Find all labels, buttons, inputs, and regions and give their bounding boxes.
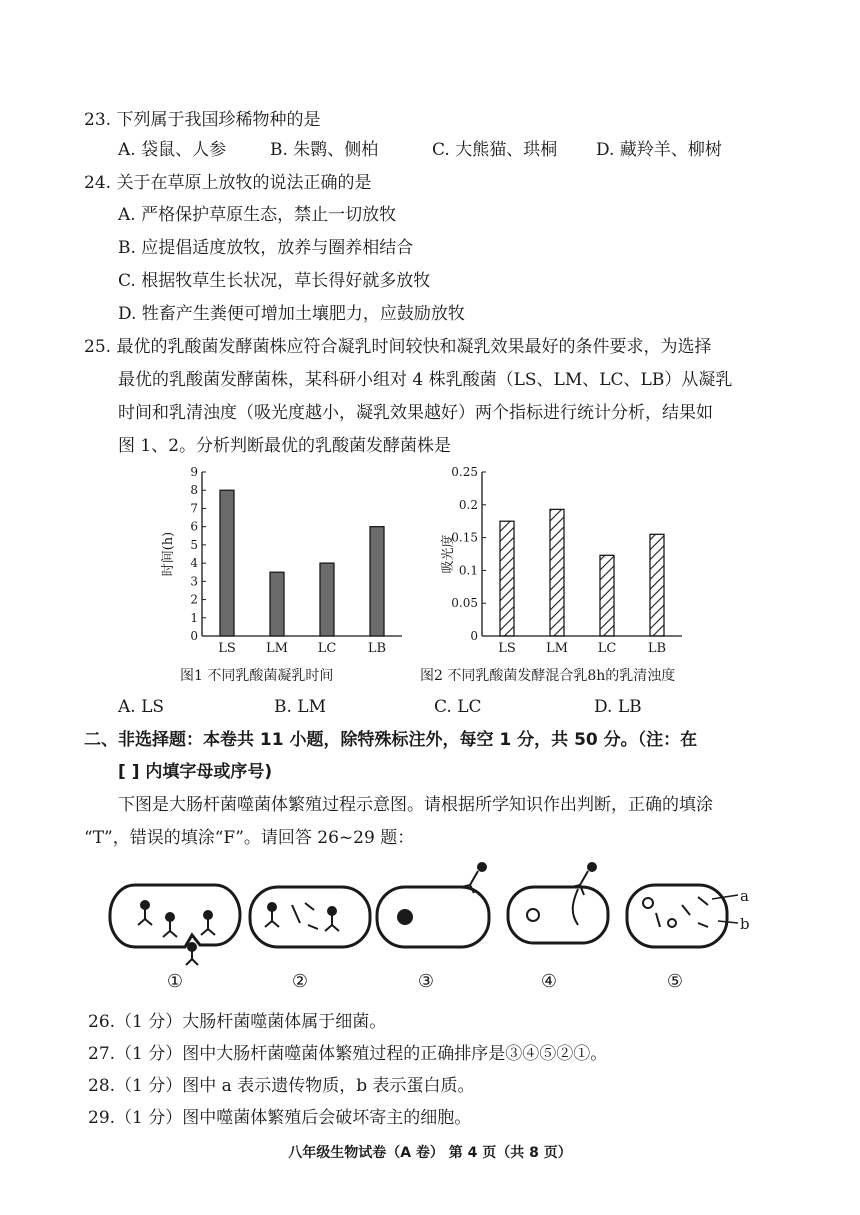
q25-option-d: D. LB <box>594 697 642 717</box>
bar-ls <box>500 521 514 636</box>
x-tick-label: LC <box>597 641 617 656</box>
stage-label-5: ⑤ <box>666 971 684 992</box>
bacterium-stage-5 <box>627 885 727 947</box>
q23-option-a: A. 袋鼠、人参 <box>118 140 227 160</box>
y-tick-label: 0 <box>190 629 198 643</box>
phage-icon <box>163 913 177 937</box>
stage-label-1: ① <box>166 971 184 992</box>
y-tick-label: 0.05 <box>451 596 478 611</box>
stage-label-2: ② <box>291 971 309 992</box>
stage-label-3: ③ <box>417 971 435 992</box>
y-tick-label: 7 <box>190 501 198 516</box>
y-axis-label: 时间(h) <box>161 531 176 577</box>
y-tick-label: 2 <box>190 592 198 607</box>
callout-a-label: a <box>740 887 749 905</box>
q23-option-d: D. 藏羚羊、柳树 <box>596 140 722 160</box>
stage-label-4: ④ <box>540 971 558 992</box>
y-tick-label: 9 <box>190 465 198 479</box>
callout-a-line <box>712 895 738 899</box>
y-tick-label: 0.2 <box>458 497 478 512</box>
fragment-mark <box>698 923 708 927</box>
tf-question-28: 28.（1 分）图中 a 表示遗传物质，b 表示蛋白质。 <box>88 1076 475 1096</box>
chart-2-whey-turbidity <box>440 462 700 662</box>
y-axis-label: 吸光度 <box>441 534 456 574</box>
x-tick-label: LM <box>546 641 568 656</box>
phage-icon <box>325 907 339 931</box>
q25-line-1: 25. 最优的乳酸菌发酵菌株应符合凝乳时间较快和凝乳效果最好的条件要求，为选择 <box>84 337 712 357</box>
y-tick-label: 5 <box>190 537 198 552</box>
q25-option-c: C. LC <box>434 697 482 717</box>
q25-option-b: B. LM <box>274 697 326 717</box>
fragment-mark <box>305 903 314 910</box>
y-tick-label: 0.1 <box>458 563 478 578</box>
section-2-title-cont: [ ] 内填字母或序号) <box>118 762 273 782</box>
dna-ring <box>527 909 539 921</box>
q25-line-2: 最优的乳酸菌发酵菌株，某科研小组对 4 株乳酸菌（LS、LM、LC、LB）从凝乳 <box>118 370 733 390</box>
chart-1-coagulation-time <box>160 462 420 662</box>
y-tick-label: 0.15 <box>451 530 478 545</box>
bar-lc <box>320 563 334 636</box>
q24-option-a: A. 严格保护草原生态，禁止一切放牧 <box>118 205 397 225</box>
section-2-title: 二、非选择题：本卷共 11 小题，除特殊标注外，每空 1 分，共 50 分。（注：在 <box>84 730 698 750</box>
fragment-mark <box>656 913 660 927</box>
bar-ls <box>220 490 234 636</box>
bacterium-stage-4 <box>508 887 608 943</box>
q24-stem: 24. 关于在草原上放牧的说法正确的是 <box>84 173 372 193</box>
y-tick-label: 1 <box>190 610 198 625</box>
tf-question-27: 27.（1 分）图中大肠杆菌噬菌体繁殖过程的正确排序是③④⑤②①。 <box>88 1044 608 1064</box>
q23-option-c: C. 大熊猫、珙桐 <box>432 140 558 160</box>
tail-part <box>698 897 708 905</box>
q23-option-b: B. 朱鹮、侧柏 <box>270 140 379 160</box>
x-tick-label: LB <box>367 641 387 656</box>
phage-icon <box>138 901 152 925</box>
phage-reproduction-diagram <box>100 855 780 1005</box>
chart-1-caption: 图1 不同乳酸菌凝乳时间 <box>180 668 334 684</box>
y-tick-label: 6 <box>190 519 198 534</box>
x-tick-label: LS <box>218 641 236 656</box>
fragment-mark <box>308 925 318 929</box>
phage-icon <box>186 943 198 965</box>
tf-question-29: 29.（1 分）图中噬菌体繁殖后会破坏寄主的细胞。 <box>88 1108 472 1128</box>
x-tick-label: LM <box>266 641 288 656</box>
bar-lb <box>650 534 664 636</box>
x-tick-label: LC <box>317 641 337 656</box>
y-tick-label: 0 <box>470 629 478 643</box>
bacterium-stage-3 <box>377 887 489 947</box>
phage-icon <box>201 911 215 935</box>
q24-option-d: D. 牲畜产生粪便可增加土壤肥力，应鼓励放牧 <box>118 304 465 324</box>
bar-lb <box>370 527 384 636</box>
q25-line-4: 图 1、2。分析判断最优的乳酸菌发酵菌株是 <box>118 436 452 456</box>
dna-clump <box>398 910 412 924</box>
chart-2-caption: 图2 不同乳酸菌发酵混合乳8h的乳清浊度 <box>420 668 676 684</box>
section-2-intro-2: “T”，错误的填涂“F”。请回答 26~29 题： <box>84 828 415 848</box>
phage-icon <box>265 903 279 927</box>
y-tick-label: 0.25 <box>451 465 478 479</box>
bar-lm <box>550 509 564 636</box>
x-tick-label: LS <box>498 641 516 656</box>
bacterium-stage-2 <box>250 887 370 947</box>
q24-option-b: B. 应提倡适度放牧，放养与圈养相结合 <box>118 238 414 258</box>
bar-lm <box>270 572 284 636</box>
q24-option-c: C. 根据牧草生长状况，草长得好就多放牧 <box>118 271 431 291</box>
fragment-mark <box>682 905 690 915</box>
page-footer: 八年级生物试卷（A 卷） 第 4 页（共 8 页） <box>288 1145 572 1161</box>
bacterium-stage-1 <box>110 885 240 947</box>
q25-line-3: 时间和乳清浊度（吸光度越小，凝乳效果越好）两个指标进行统计分析，结果如 <box>118 403 713 423</box>
bar-lc <box>600 555 614 636</box>
q23-stem: 23. 下列属于我国珍稀物种的是 <box>84 110 321 130</box>
x-tick-label: LB <box>647 641 667 656</box>
tf-question-26: 26.（1 分）大肠杆菌噬菌体属于细菌。 <box>88 1012 387 1032</box>
callout-b-line <box>718 921 738 923</box>
q25-option-a: A. LS <box>118 697 165 717</box>
y-tick-label: 3 <box>190 574 198 589</box>
section-2-intro-1: 下图是大肠杆菌噬菌体繁殖过程示意图。请根据所学知识作出判断，正确的填涂 <box>118 795 713 815</box>
callout-b-label: b <box>740 915 750 933</box>
y-tick-label: 8 <box>190 483 198 498</box>
capsid-part <box>643 898 653 908</box>
capsid-part <box>668 919 676 927</box>
y-tick-label: 4 <box>190 556 198 571</box>
injected-dna-strand <box>573 889 578 925</box>
fragment-mark <box>292 905 300 923</box>
